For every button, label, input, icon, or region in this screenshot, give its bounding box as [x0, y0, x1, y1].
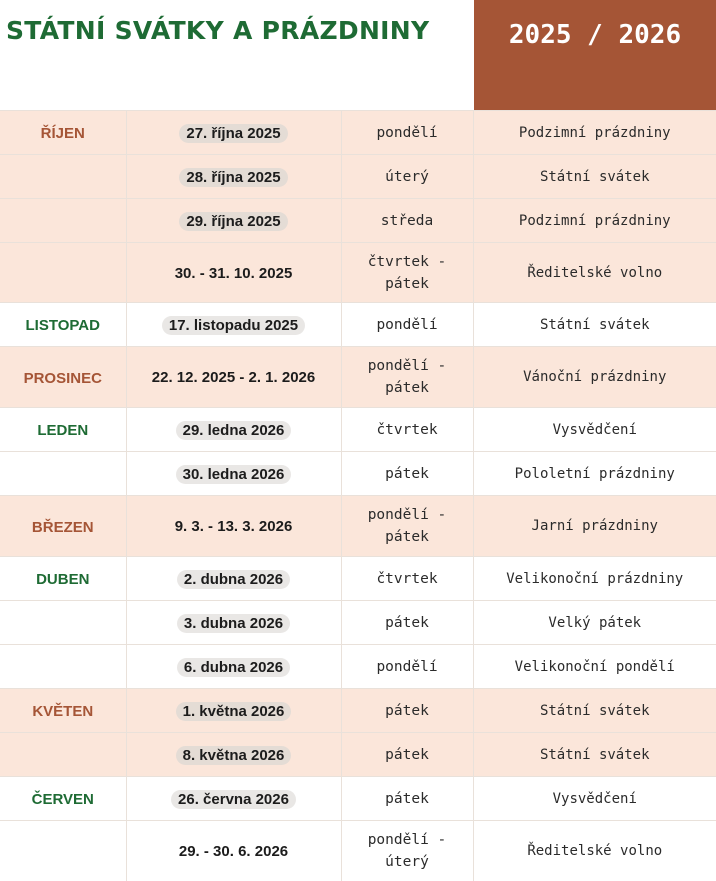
holiday-table — [0, 110, 716, 881]
note-cell — [473, 199, 716, 243]
month-cell — [0, 777, 126, 821]
note-label: Vysvědčení — [474, 422, 716, 438]
date-label: 30. ledna 2026 — [176, 465, 292, 484]
day-cell — [341, 777, 473, 821]
date-cell — [126, 601, 341, 645]
note-cell — [473, 601, 716, 645]
day-cell — [341, 557, 473, 601]
date-cell — [126, 155, 341, 199]
note-cell — [473, 452, 716, 496]
note-label: Vysvědčení — [474, 791, 716, 807]
day-label: pondělí — [342, 656, 473, 678]
day-label: čtvrtek — [342, 568, 473, 590]
note-cell — [473, 777, 716, 821]
month-cell — [0, 199, 126, 243]
date-label: 27. října 2025 — [179, 124, 287, 143]
day-cell — [341, 821, 473, 881]
date-cell — [126, 557, 341, 601]
note-label: Podzimní prázdniny — [474, 125, 716, 141]
date-cell — [126, 408, 341, 452]
note-label: Státní svátek — [474, 703, 716, 719]
date-cell — [126, 199, 341, 243]
date-label: 17. listopadu 2025 — [162, 316, 305, 335]
date-label: 26. června 2026 — [171, 790, 296, 809]
month-cell — [0, 303, 126, 347]
note-label: Jarní prázdniny — [474, 518, 716, 534]
date-label: 2. dubna 2026 — [177, 570, 290, 589]
day-label: pátek — [342, 744, 473, 766]
note-cell — [473, 821, 716, 881]
date-label: 9. 3. - 13. 3. 2026 — [168, 517, 300, 536]
date-label: 6. dubna 2026 — [177, 658, 290, 677]
day-cell — [341, 733, 473, 777]
note-cell — [473, 733, 716, 777]
day-cell — [341, 347, 473, 408]
date-label: 8. května 2026 — [176, 746, 292, 765]
month-label: KVĚTEN — [32, 703, 93, 720]
month-cell — [0, 733, 126, 777]
day-label: středa — [342, 210, 473, 232]
note-cell — [473, 496, 716, 557]
day-label: čtvrtek — [342, 419, 473, 441]
date-label: 28. října 2025 — [179, 168, 287, 187]
month-label: LEDEN — [37, 422, 88, 439]
date-cell — [126, 303, 341, 347]
table-row — [0, 347, 716, 408]
day-cell — [341, 243, 473, 303]
month-label: LISTOPAD — [26, 317, 100, 334]
table-row — [0, 452, 716, 496]
date-cell — [126, 689, 341, 733]
month-cell — [0, 496, 126, 557]
note-cell — [473, 111, 716, 155]
day-cell — [341, 601, 473, 645]
day-cell — [341, 303, 473, 347]
month-cell — [0, 645, 126, 689]
date-cell — [126, 645, 341, 689]
table-row — [0, 601, 716, 645]
table-row — [0, 111, 716, 155]
month-label: DUBEN — [36, 571, 89, 588]
table-row — [0, 199, 716, 243]
date-cell — [126, 243, 341, 303]
table-row — [0, 243, 716, 303]
day-label: pátek — [342, 463, 473, 485]
table-row — [0, 777, 716, 821]
date-label: 29. října 2025 — [179, 212, 287, 231]
table-row — [0, 689, 716, 733]
table-row — [0, 557, 716, 601]
day-label: pátek — [342, 788, 473, 810]
date-label: 1. května 2026 — [176, 702, 292, 721]
date-label: 29. ledna 2026 — [176, 421, 292, 440]
month-label: PROSINEC — [24, 370, 102, 387]
note-cell — [473, 689, 716, 733]
note-label: Ředitelské volno — [474, 843, 716, 859]
date-label: 22. 12. 2025 - 2. 1. 2026 — [145, 368, 322, 387]
note-cell — [473, 303, 716, 347]
note-label: Státní svátek — [474, 317, 716, 333]
note-label: Pololetní prázdniny — [474, 466, 716, 482]
month-cell — [0, 155, 126, 199]
date-label: 29. - 30. 6. 2026 — [172, 842, 295, 861]
note-cell — [473, 408, 716, 452]
month-cell — [0, 557, 126, 601]
note-label: Podzimní prázdniny — [474, 213, 716, 229]
header — [0, 0, 716, 110]
table-row — [0, 408, 716, 452]
month-cell — [0, 111, 126, 155]
month-cell — [0, 452, 126, 496]
note-cell — [473, 347, 716, 408]
day-label: pondělí - pátek — [342, 504, 473, 548]
school-year-label: 2025 / 2026 — [474, 20, 716, 50]
day-cell — [341, 155, 473, 199]
day-cell — [341, 496, 473, 557]
note-label: Ředitelské volno — [474, 265, 716, 281]
date-cell — [126, 777, 341, 821]
month-cell — [0, 601, 126, 645]
month-label: BŘEZEN — [32, 519, 94, 536]
day-label: čtvrtek - pátek — [342, 251, 473, 295]
month-cell — [0, 243, 126, 303]
note-label: Velikonoční pondělí — [474, 659, 716, 675]
day-label: pátek — [342, 612, 473, 634]
day-label: úterý — [342, 166, 473, 188]
day-cell — [341, 645, 473, 689]
month-cell — [0, 408, 126, 452]
day-label: pondělí - pátek — [342, 355, 473, 399]
month-label: ČERVEN — [32, 791, 94, 808]
table-row — [0, 496, 716, 557]
page-title: STÁTNÍ SVÁTKY A PRÁZDNINY — [6, 16, 468, 45]
note-label: Státní svátek — [474, 747, 716, 763]
date-cell — [126, 111, 341, 155]
note-cell — [473, 155, 716, 199]
month-label: ŘÍJEN — [41, 125, 85, 142]
note-label: Velikonoční prázdniny — [474, 571, 716, 587]
month-cell — [0, 347, 126, 408]
date-cell — [126, 733, 341, 777]
day-cell — [341, 408, 473, 452]
date-cell — [126, 821, 341, 881]
school-year-badge — [474, 0, 716, 110]
day-cell — [341, 452, 473, 496]
table-row — [0, 733, 716, 777]
date-label: 3. dubna 2026 — [177, 614, 290, 633]
day-cell — [341, 689, 473, 733]
day-label: pondělí — [342, 122, 473, 144]
note-label: Velký pátek — [474, 615, 716, 631]
month-cell — [0, 821, 126, 881]
day-label: pátek — [342, 700, 473, 722]
date-label: 30. - 31. 10. 2025 — [168, 264, 300, 283]
note-cell — [473, 645, 716, 689]
note-label: Vánoční prázdniny — [474, 369, 716, 385]
date-cell — [126, 347, 341, 408]
note-cell — [473, 243, 716, 303]
date-cell — [126, 496, 341, 557]
table-row — [0, 645, 716, 689]
table-row — [0, 821, 716, 881]
month-cell — [0, 689, 126, 733]
day-cell — [341, 199, 473, 243]
note-cell — [473, 557, 716, 601]
table-row — [0, 303, 716, 347]
note-label: Státní svátek — [474, 169, 716, 185]
day-cell — [341, 111, 473, 155]
day-label: pondělí - úterý — [342, 829, 473, 873]
day-label: pondělí — [342, 314, 473, 336]
date-cell — [126, 452, 341, 496]
table-row — [0, 155, 716, 199]
